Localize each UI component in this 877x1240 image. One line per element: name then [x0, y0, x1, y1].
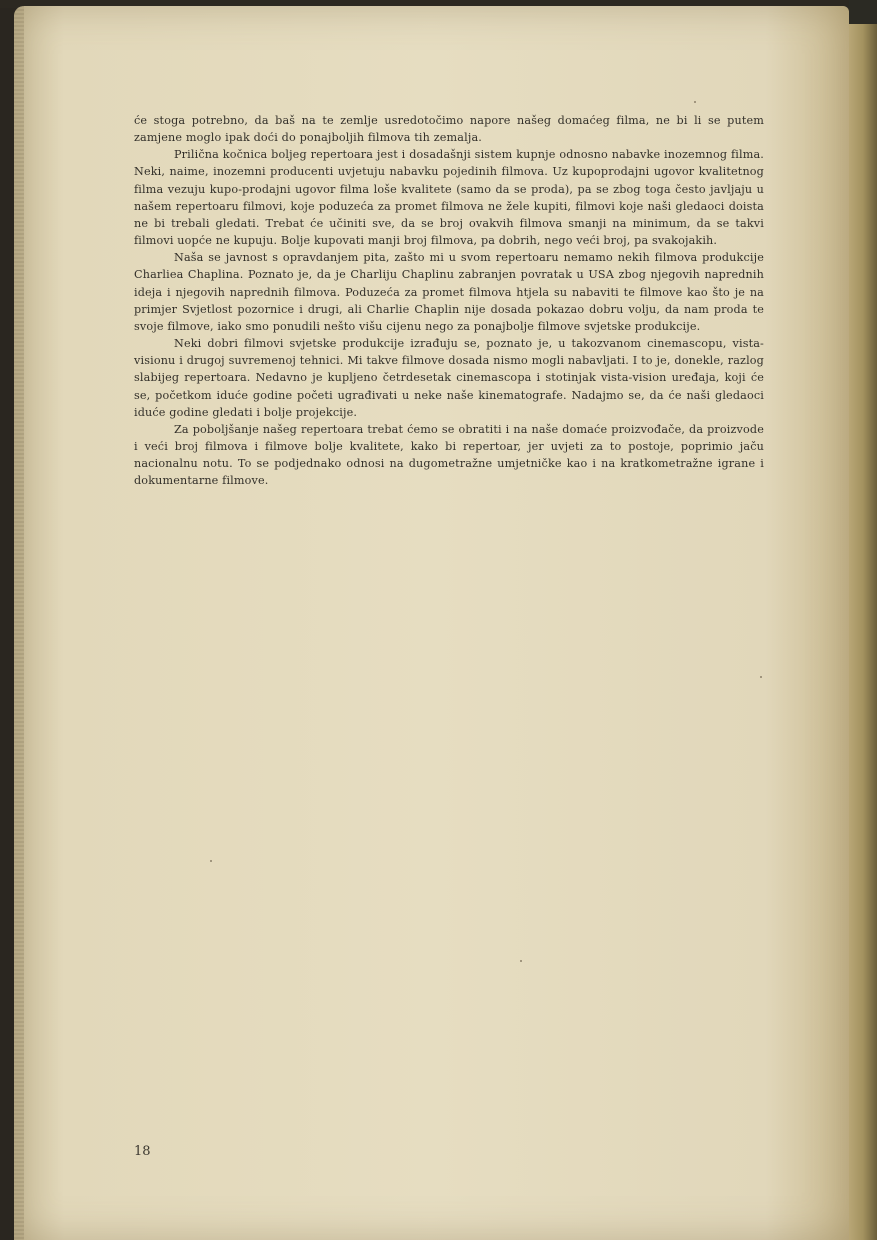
paper-speck	[760, 676, 762, 678]
paper-speck	[210, 860, 212, 862]
paragraph: će stoga potrebno, da baš na te zemlje usredotočimo napore našeg domaćeg filma, ne bi li se putem zamjene moglo ipak doći do ponajboljih filmova tih zemalja.	[134, 114, 764, 145]
paragraph: Naša se javnost s opravdanjem pita, zašto mi u svom repertoaru nemamo nekih filmova produkcije Charliea Chaplina. Poznato je, da je Charliju Chaplinu zabranjen povratak u USA zbog njegovih naprednih ideja i njegovih naprednih filmova. Poduzeća za promet filmova htjela su nabaviti te filmove kao što je na primjer Svjetlost pozornice i drugi, ali Charlie Chaplin nije dosada pokazao dobru volju, da nam proda te svoje filmove, iako smo ponudili nešto višu cijenu nego za ponajbolje filmove svjetske produkcije.	[134, 251, 764, 333]
paragraph: Za poboljšanje našeg repertoara trebat ćemo se obratiti i na naše domaće proizvođače, da proizvode i veći broj filmova i filmove bolje kvalitete, kako bi repertoar, jer uvjeti za to postoje, poprimio jaču nacionalnu notu. To se podjednako odnosi na dugometražne umjetničke kao i na kratkometražne igrane i dokumentarne filmove.	[134, 422, 764, 488]
paragraph: Prilična kočnica boljeg repertoara jest i dosadašnji sistem kupnje odnosno nabavke inozemnog filma. Neki, naime, inozemni producenti uvjetuju nabavku pojedinih filmova. Uz kupoprodajni ugovor kvalitetnog filma vezuju kupo-prodajni ugovor filma loše kvalitete (samo da se proda), pa se zbog toga često javljaju u našem repertoaru filmovi, koje poduzeća za promet filmova ne žele kupiti, filmovi koje naši gledaoci doista ne bi trebali gledati. Trebat će učiniti sve, da se broj ovakvih filmova smanji na minimum, da se takvi filmovi uopće ne kupuju. Bolje kupovati manji broj filmova, pa dobrih, nego veći broj, pa svakojakih.	[134, 148, 764, 248]
paper-speck	[694, 101, 696, 103]
spine-corner	[849, 0, 877, 24]
book-spine-edge	[849, 0, 877, 1240]
page-number: 18	[134, 1144, 151, 1159]
page-edge	[14, 6, 24, 1240]
paper-speck	[520, 960, 522, 962]
article-body	[134, 112, 764, 489]
paragraph: Neki dobri filmovi svjetske produkcije izrađuju se, poznato je, u takozvanom cinemascopu, vista-visionu i drugoj suvremenoj tehnici. Mi takve filmove dosada nismo mogli nabavljati. I to je, donekle, razlog slabijeg repertoara. Nedavno je kupljeno četrdesetak cinemascopa i stotinjak vista-vision uređaja, koji će se, početkom iduće godine početi ugrađivati u neke naše kinematografe. Nadajmo se, da će naši gledaoci iduće godine gledati i bolje projekcije.	[134, 337, 764, 419]
